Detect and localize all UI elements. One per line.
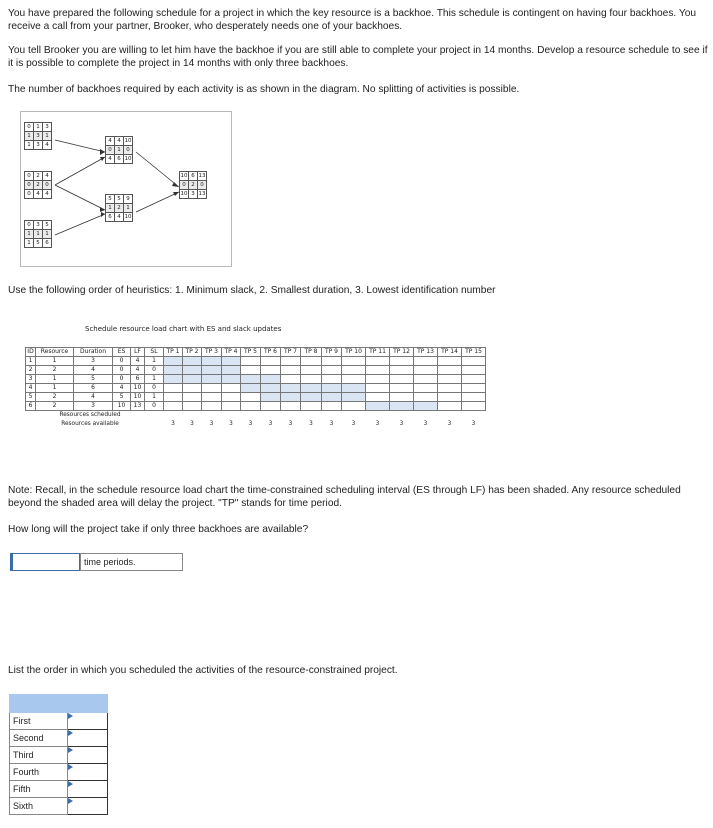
period-input-cell[interactable] — [390, 375, 414, 384]
period-input-cell[interactable] — [366, 366, 390, 375]
node-cell: 4 — [115, 213, 124, 222]
node-cell: 0 — [25, 190, 34, 199]
order-row — [10, 781, 108, 798]
period-header-cell: TP 2 — [183, 348, 202, 357]
node-cell: 5 — [34, 239, 43, 248]
resources-available-label: Resources available — [61, 421, 119, 427]
activity-es-cell: 10 — [113, 402, 131, 411]
period-input-cell[interactable] — [164, 393, 183, 402]
chart-header-row — [26, 348, 486, 357]
order-select[interactable] — [68, 798, 108, 815]
resources-scheduled-value — [281, 411, 301, 420]
activity-id-cell: 3 — [26, 375, 36, 384]
period-input-cell[interactable] — [202, 393, 222, 402]
order-prompt: List the order in which you scheduled the activities of the resource-constrained project. — [8, 665, 398, 676]
order-row — [10, 730, 108, 747]
resources-available-value: 3 — [288, 421, 293, 427]
period-input-cell[interactable] — [438, 393, 462, 402]
node-cell: 1 — [115, 146, 124, 155]
period-header-cell: TP 5 — [241, 348, 261, 357]
resources-available-value: 3 — [471, 421, 476, 427]
period-input-cell[interactable] — [241, 384, 261, 393]
chart-header-cell: LF — [131, 348, 145, 357]
period-header-cell: TP 9 — [322, 348, 342, 357]
node-cell: 4 — [43, 190, 52, 199]
node-cell: 0 — [25, 221, 34, 230]
period-input-cell[interactable] — [438, 384, 462, 393]
period-input-cell[interactable] — [301, 366, 322, 375]
node-cell: 10 — [180, 190, 188, 197]
activity-id-cell: 5 — [26, 393, 36, 402]
activity-es-cell: 5 — [113, 393, 131, 402]
activity-node-4 — [105, 136, 133, 164]
period-input-cell[interactable] — [414, 375, 438, 384]
resources-scheduled-value — [438, 411, 462, 420]
node-cell: 1 — [34, 230, 43, 239]
period-input-cell[interactable] — [202, 375, 222, 384]
resources-available-value: 3 — [209, 421, 214, 427]
period-input-cell[interactable] — [462, 375, 486, 384]
period-input-cell[interactable] — [322, 393, 342, 402]
period-input-cell[interactable] — [222, 366, 241, 375]
node-cell: 0 — [25, 181, 34, 190]
period-input-cell[interactable] — [390, 384, 414, 393]
node-cell: 0 — [124, 146, 133, 155]
chart-header-cell: Duration — [74, 348, 113, 357]
order-label: Fourth — [10, 764, 68, 781]
activity-resource-cell: 1 — [36, 357, 74, 366]
intro-paragraph-1: You have prepared the following schedule for a project in which the key resource is a backhoe. This schedule is contingent on having four backhoes. You receive a call from your partner, Brooker, who desperately needs one of your backhoes. — [8, 8, 697, 32]
period-header-cell: TP 1 — [164, 348, 183, 357]
period-header-cell: TP 15 — [462, 348, 486, 357]
period-input-cell[interactable] — [438, 375, 462, 384]
resources-available-value: 3 — [171, 421, 175, 427]
activity-resource-cell: 2 — [36, 402, 74, 411]
node-cell: 5 — [43, 221, 52, 230]
resources-scheduled-value — [342, 411, 366, 420]
resources-available — [26, 420, 486, 429]
activity-es-cell: 0 — [113, 366, 131, 375]
period-input-cell[interactable] — [261, 366, 281, 375]
resources-available-value: 3 — [375, 421, 380, 427]
activity-sl-cell: 0 — [145, 402, 164, 411]
period-input-cell[interactable] — [366, 402, 390, 411]
resources-available-value: 3 — [248, 421, 253, 427]
node-cell: 6 — [115, 155, 124, 164]
activity-row — [26, 402, 486, 411]
period-input-cell[interactable] — [222, 402, 241, 411]
activity-es-cell: 0 — [113, 357, 131, 366]
period-input-cell[interactable] — [241, 357, 261, 366]
period-input-cell[interactable] — [322, 375, 342, 384]
activity-lf-cell: 6 — [131, 375, 145, 384]
node-cell: 10 — [180, 172, 188, 179]
order-label: Third — [10, 747, 68, 764]
period-input-cell[interactable] — [414, 393, 438, 402]
period-input-cell[interactable] — [281, 375, 301, 384]
period-input-cell[interactable] — [342, 375, 366, 384]
period-input-cell[interactable] — [301, 384, 322, 393]
period-input-cell[interactable] — [183, 375, 202, 384]
node-cell: 1 — [124, 204, 133, 213]
period-header-cell: TP 8 — [301, 348, 322, 357]
period-input-cell[interactable] — [202, 366, 222, 375]
node-cell: 0 — [106, 146, 115, 155]
activity-resource-cell: 1 — [36, 375, 74, 384]
period-input-cell[interactable] — [322, 357, 342, 366]
intro-paragraph-3: The number of backhoes required by each activity is as shown in the diagram. No splitting of activities is possible. — [8, 84, 520, 95]
activity-sl-cell: 1 — [145, 357, 164, 366]
spacer-cell — [26, 411, 36, 420]
period-input-cell[interactable] — [222, 384, 241, 393]
node-cell: 2 — [189, 181, 198, 190]
spacer-cell — [26, 420, 36, 429]
period-input-cell[interactable] — [183, 366, 202, 375]
activity-node-5 — [105, 194, 133, 222]
activity-id-cell: 1 — [26, 357, 36, 366]
period-input-cell[interactable] — [183, 402, 202, 411]
activity-row — [26, 393, 486, 402]
period-input-cell[interactable] — [414, 402, 438, 411]
activity-sl-cell: 0 — [145, 384, 164, 393]
period-input-cell[interactable] — [202, 384, 222, 393]
period-input-cell[interactable] — [390, 366, 414, 375]
activity-sl-cell: 1 — [145, 393, 164, 402]
node-cell: 4 — [106, 155, 115, 164]
activity-duration-cell: 5 — [74, 375, 113, 384]
order-label: Second — [10, 730, 68, 747]
resources-available-value: 3 — [351, 421, 356, 427]
node-cell: 4 — [34, 190, 43, 199]
period-input-cell[interactable] — [366, 384, 390, 393]
period-input-cell[interactable] — [183, 393, 202, 402]
period-header-cell: TP 7 — [281, 348, 301, 357]
activity-lf-cell: 10 — [131, 393, 145, 402]
order-select[interactable] — [68, 764, 108, 781]
resources-scheduled-value — [366, 411, 390, 420]
order-row — [10, 798, 108, 815]
period-input-cell[interactable] — [462, 402, 486, 411]
order-row — [10, 713, 108, 730]
spacer-cell — [145, 411, 164, 420]
node-cell: 4 — [43, 172, 52, 181]
heuristics-text: Use the following order of heuristics: 1. Minimum slack, 2. Smallest duration, 3. Lowest identification number — [8, 285, 496, 296]
resources-scheduled-value — [261, 411, 281, 420]
node-cell: 0 — [43, 181, 52, 190]
period-input-cell[interactable] — [164, 384, 183, 393]
order-label: Fifth — [10, 781, 68, 798]
node-cell: 2 — [34, 181, 43, 190]
order-header-row — [10, 695, 108, 713]
node-cell: 5 — [115, 195, 124, 204]
activity-duration-cell: 3 — [74, 402, 113, 411]
node-cell: 3 — [34, 132, 43, 141]
order-select[interactable] — [68, 730, 108, 747]
node-cell: 10 — [124, 155, 132, 162]
network-diagram — [20, 111, 232, 267]
period-input-cell[interactable] — [301, 375, 322, 384]
period-input-cell[interactable] — [202, 357, 222, 366]
activity-node-2 — [24, 171, 52, 199]
node-cell: 6 — [106, 213, 115, 222]
period-header-cell: TP 4 — [222, 348, 241, 357]
period-input-cell[interactable] — [261, 357, 281, 366]
period-input-cell[interactable] — [322, 384, 342, 393]
period-input-cell[interactable] — [342, 366, 366, 375]
period-input-cell[interactable] — [241, 402, 261, 411]
activity-id-cell: 6 — [26, 402, 36, 411]
resources-available-value: 3 — [268, 421, 273, 427]
period-input-cell[interactable] — [366, 357, 390, 366]
period-input-cell[interactable] — [281, 357, 301, 366]
node-cell: 4 — [43, 141, 52, 150]
resources-scheduled-value — [301, 411, 322, 420]
period-input-cell[interactable] — [366, 375, 390, 384]
activity-node-1 — [24, 122, 52, 150]
spacer-cell — [145, 420, 164, 429]
period-input-cell[interactable] — [438, 357, 462, 366]
period-input-cell[interactable] — [241, 393, 261, 402]
node-cell: 0 — [25, 172, 34, 181]
activity-duration-cell: 6 — [74, 384, 113, 393]
resources-available-value: 3 — [190, 421, 194, 427]
period-input-cell[interactable] — [261, 393, 281, 402]
node-cell: 2 — [34, 172, 43, 181]
period-input-cell[interactable] — [281, 393, 301, 402]
node-cell: 1 — [43, 230, 52, 239]
activity-order-table — [9, 694, 108, 815]
resources-scheduled-value — [222, 411, 241, 420]
activity-resource-cell: 2 — [36, 366, 74, 375]
period-input-cell[interactable] — [342, 357, 366, 366]
resources-scheduled — [26, 411, 486, 420]
period-input-cell[interactable] — [183, 384, 202, 393]
node-cell: 1 — [25, 141, 34, 150]
activity-es-cell: 0 — [113, 375, 131, 384]
resources-available-value: 3 — [423, 421, 428, 427]
activity-lf-cell: 10 — [131, 384, 145, 393]
period-input-cell[interactable] — [322, 366, 342, 375]
chart-header-cell: Resource — [36, 348, 74, 357]
period-header-cell: TP 6 — [261, 348, 281, 357]
resources-scheduled-value — [462, 411, 486, 420]
activity-row — [26, 384, 486, 393]
order-select[interactable] — [68, 781, 108, 798]
node-cell: 4 — [106, 137, 115, 146]
activity-node-6 — [179, 171, 207, 199]
period-header-cell: TP 10 — [342, 348, 366, 357]
order-row — [10, 764, 108, 781]
order-header-cell — [10, 695, 68, 713]
node-cell: 1 — [25, 230, 34, 239]
period-input-cell[interactable] — [414, 366, 438, 375]
order-header-cell — [68, 695, 108, 713]
node-cell: 13 — [198, 190, 206, 197]
activity-resource-cell: 2 — [36, 393, 74, 402]
period-input-cell[interactable] — [342, 402, 366, 411]
period-input-cell[interactable] — [414, 357, 438, 366]
node-cell: 9 — [124, 195, 133, 204]
resources-scheduled-value — [183, 411, 202, 420]
period-input-cell[interactable] — [202, 402, 222, 411]
order-select[interactable] — [68, 713, 108, 730]
period-input-cell[interactable] — [462, 393, 486, 402]
activity-row — [26, 366, 486, 375]
resources-available-value: 3 — [309, 421, 313, 427]
period-input-cell[interactable] — [462, 366, 486, 375]
node-cell: 2 — [115, 204, 124, 213]
node-cell: 4 — [115, 137, 124, 146]
resources-available-value: 3 — [229, 421, 233, 427]
activity-row — [26, 357, 486, 366]
order-label: Sixth — [10, 798, 68, 815]
activity-id-cell: 4 — [26, 384, 36, 393]
node-cell: 10 — [124, 137, 132, 144]
node-cell: 1 — [106, 204, 115, 213]
activity-duration-cell: 4 — [74, 393, 113, 402]
node-cell: 6 — [189, 172, 198, 181]
resources-available-value: 3 — [399, 421, 404, 427]
period-input-cell[interactable] — [222, 393, 241, 402]
project-duration-input[interactable] — [10, 553, 80, 571]
duration-unit-label: time periods. — [80, 553, 183, 571]
period-input-cell[interactable] — [164, 366, 183, 375]
period-input-cell[interactable] — [342, 384, 366, 393]
node-cell: 1 — [25, 132, 34, 141]
chart-header-cell: SL — [145, 348, 164, 357]
period-header-cell: TP 12 — [390, 348, 414, 357]
node-cell: 1 — [25, 239, 34, 248]
node-cell: 3 — [34, 221, 43, 230]
period-input-cell[interactable] — [301, 393, 322, 402]
activity-sl-cell: 0 — [145, 366, 164, 375]
period-header-cell: TP 13 — [414, 348, 438, 357]
period-input-cell[interactable] — [261, 402, 281, 411]
resources-available-value: 3 — [447, 421, 452, 427]
period-input-cell[interactable] — [281, 366, 301, 375]
period-input-cell[interactable] — [241, 366, 261, 375]
chart-title: Schedule resource load chart with ES and slack updates — [85, 325, 282, 333]
period-input-cell[interactable] — [301, 402, 322, 411]
resources-scheduled-value — [164, 411, 183, 420]
period-input-cell[interactable] — [462, 384, 486, 393]
activity-duration-cell: 4 — [74, 366, 113, 375]
activity-lf-cell: 13 — [131, 402, 145, 411]
period-input-cell[interactable] — [438, 402, 462, 411]
period-input-cell[interactable] — [390, 393, 414, 402]
node-cell: 3 — [189, 190, 198, 199]
chart-header-cell: ES — [113, 348, 131, 357]
activity-id-cell: 2 — [26, 366, 36, 375]
period-input-cell[interactable] — [281, 402, 301, 411]
node-cell: 6 — [43, 239, 52, 248]
resources-scheduled-value — [390, 411, 414, 420]
node-cell: 0 — [198, 181, 207, 190]
node-cell: 10 — [124, 213, 132, 220]
period-input-cell[interactable] — [261, 375, 281, 384]
period-header-cell: TP 14 — [438, 348, 462, 357]
node-cell: 13 — [198, 172, 206, 179]
period-input-cell[interactable] — [342, 393, 366, 402]
period-input-cell[interactable] — [241, 375, 261, 384]
activity-sl-cell: 1 — [145, 375, 164, 384]
period-input-cell[interactable] — [390, 357, 414, 366]
note-text: Note: Recall, in the schedule resource load chart the time-constrained scheduling interval (ES through LF) has been shaded. Any resource scheduled beyond the shaded area will delay the project. "TP" stands for time period. — [8, 485, 681, 509]
resources-scheduled-label: Resources scheduled — [59, 412, 121, 419]
period-input-cell[interactable] — [183, 357, 202, 366]
order-label: First — [10, 713, 68, 730]
order-select[interactable] — [68, 747, 108, 764]
activity-resource-cell: 1 — [36, 384, 74, 393]
chart-header-cell: ID — [27, 348, 34, 355]
resources-scheduled-value — [322, 411, 342, 420]
node-cell: 0 — [180, 181, 189, 190]
activity-es-cell: 4 — [113, 384, 131, 393]
node-cell: 3 — [34, 141, 43, 150]
period-input-cell[interactable] — [261, 384, 281, 393]
question-text: How long will the project take if only three backhoes are available? — [8, 524, 309, 535]
period-input-cell[interactable] — [322, 402, 342, 411]
node-cell: 3 — [43, 123, 52, 132]
activity-duration-cell: 3 — [74, 357, 113, 366]
period-input-cell[interactable] — [390, 402, 414, 411]
node-cell: 0 — [25, 123, 34, 132]
resources-scheduled-value — [241, 411, 261, 420]
resources-scheduled-value — [414, 411, 438, 420]
period-input-cell[interactable] — [366, 393, 390, 402]
period-input-cell[interactable] — [164, 402, 183, 411]
node-cell: 1 — [43, 132, 52, 141]
period-input-cell[interactable] — [222, 375, 241, 384]
period-input-cell[interactable] — [414, 384, 438, 393]
resource-load-chart — [25, 347, 486, 429]
period-input-cell[interactable] — [462, 357, 486, 366]
node-cell: 5 — [106, 195, 115, 204]
period-input-cell[interactable] — [164, 375, 183, 384]
activity-lf-cell: 4 — [131, 357, 145, 366]
intro-paragraph-2: You tell Brooker you are willing to let him have the backhoe if you are still able to complete your project in 14 months. Develop a resource schedule to see if it is possible to complete the project in 14 months with only three backhoes. — [8, 45, 708, 69]
period-input-cell[interactable] — [222, 357, 241, 366]
resources-scheduled-value — [202, 411, 222, 420]
period-input-cell[interactable] — [164, 357, 183, 366]
order-row — [10, 747, 108, 764]
period-input-cell[interactable] — [438, 366, 462, 375]
activity-row — [26, 375, 486, 384]
node-cell: 1 — [34, 123, 43, 132]
period-input-cell[interactable] — [301, 357, 322, 366]
period-header-cell: TP 11 — [366, 348, 390, 357]
resources-available-value: 3 — [329, 421, 334, 427]
activity-node-3 — [24, 220, 52, 248]
period-input-cell[interactable] — [281, 384, 301, 393]
activity-lf-cell: 4 — [131, 366, 145, 375]
period-header-cell: TP 3 — [202, 348, 222, 357]
